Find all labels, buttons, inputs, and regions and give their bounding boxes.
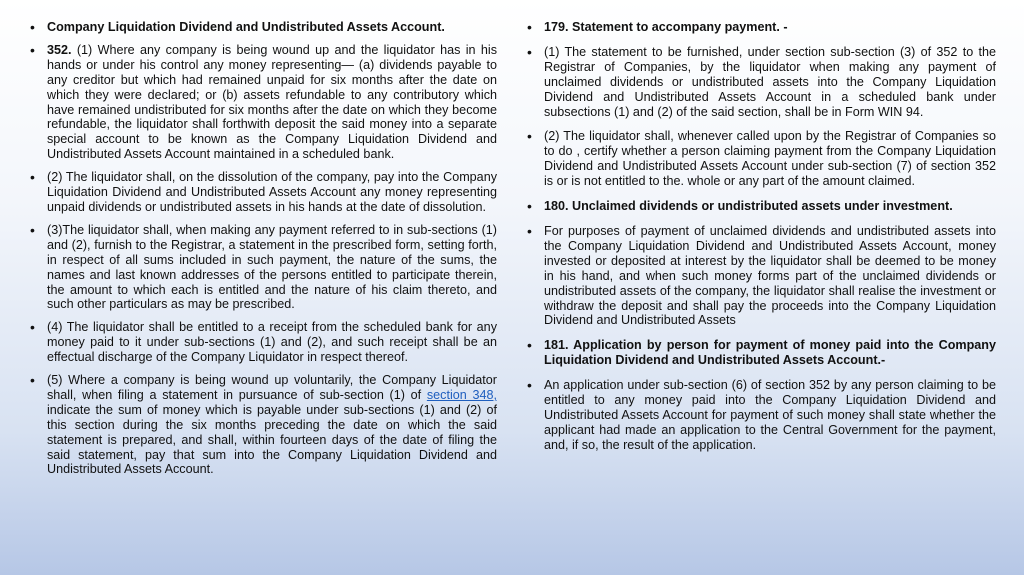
list-item	[527, 45, 996, 120]
left-bullet-list	[30, 20, 497, 477]
list-item	[30, 373, 497, 477]
list-item	[527, 224, 996, 328]
section-number: 352.	[47, 42, 72, 57]
paragraph-text: (2) The liquidator shall, on the dissolution of the company, pay into the Company Liquidation Dividend and Undistributed Assets Account any money representing unpaid dividends or undistributed assets in his hands at the date of dissolution.	[47, 170, 497, 214]
list-item	[30, 43, 497, 162]
list-item	[527, 378, 996, 453]
list-item	[527, 129, 996, 189]
paragraph-text: (5) Where a company is being wound up voluntarily, the Company Liquidator shall, when filing a statement in pursuance of sub-section (1) of	[47, 373, 497, 402]
section-348-link[interactable]: section 348,	[426, 387, 497, 402]
section-heading: 179. Statement to accompany payment. -	[544, 20, 788, 34]
right-column	[527, 20, 996, 463]
paragraph-text: (4) The liquidator shall be entitled to a receipt from the scheduled bank for any money paid to it under sub-sections (1) and (2), and such receipt shall be an effectual discharge of the Company Liquidator in respect thereof.	[47, 320, 497, 365]
paragraph-text: An application under sub-section (6) of section 352 by any person claiming to be entitled to any money paid into the Company Liquidation Dividend and Undistributed Assets Account for payment of such money shall state whether the applicant had made an application to the Central Government for the payment, and, if so, the result of the application.	[544, 378, 996, 452]
list-item	[30, 20, 497, 35]
paragraph-text: indicate the sum of money which is payable under sub-sections (1) and (2) of this section during the six months preceding the date on which the said statement is prepared, and shall, within fourteen days of the date of filing the said statement, pay that sum into the Company Liquidation Dividend and Undistributed Assets Account.	[47, 402, 497, 477]
paragraph-text: (3)The liquidator shall, when making any payment referred to in sub-sections (1) and (2), furnish to the Registrar, a statement in the prescribed form, setting forth, in respect of all sums included in such payment, the nature of the sums, the names and last known addresses of the persons entitled to participate therein, the amount to which each is entitled and the nature of his claim thereto, and such other particulars as may be prescribed.	[47, 222, 497, 312]
paragraph-text: (2) The liquidator shall, whenever called upon by the Registrar of Companies so to do , certify whether a person claiming payment from the Company Liquidation Dividend and Undistributed Assets Account under sub-section (7) of section 352 is or is not entitled to the. whole or any part of the amount claimed.	[544, 129, 996, 189]
section-heading: Company Liquidation Dividend and Undistributed Assets Account.	[47, 20, 445, 34]
list-item	[527, 338, 996, 368]
right-bullet-list	[527, 20, 996, 453]
list-item	[30, 320, 497, 365]
list-item	[527, 20, 996, 35]
paragraph-text: For purposes of payment of unclaimed dividends and undistributed assets into the Company Liquidation Dividend and Undistributed Assets Account, money invested or deposited at interest by the liquidator shall be deemed to be money in his hand, and when such money forms part of the unclaimed dividends or undistributed assets of the company, the liquidator shall realise the investment or withdraw the deposit and shall pay the proceeds into the Company Liquidation Dividend and Undistributed Assets	[544, 223, 996, 328]
paragraph-text: (1) Where any company is being wound up and the liquidator has in his hands or under his control any money representing— (a) dividends payable to any creditor but which had remained unpaid for six months after the date on which they were declared; or (b) assets refundable to any contributory which have remained undistributed for six months after the date on which they become refundable, the liquidator shall forthwith deposit the said money into a separate special account to be known as the Company Liquidation Dividend and Undistributed Assets Account maintained in a scheduled bank.	[47, 42, 497, 162]
list-item	[30, 223, 497, 312]
list-item	[527, 199, 996, 214]
list-item	[30, 170, 497, 215]
paragraph-text: (1) The statement to be furnished, under section sub-section (3) of 352 to the Registrar of Companies, by the liquidator when making any payment of unclaimed dividends or undistributed assets into the Company Liquidation Dividend and Undistributed Assets Account in a scheduled bank under subsections (1) and (2) of the said section, shall be in Form WIN 94.	[544, 44, 996, 119]
left-column	[30, 20, 497, 485]
section-heading: 181. Application by person for payment of money paid into the Company Liquidation Dividend and Undistributed Assets Account.-	[544, 338, 996, 368]
section-heading: 180. Unclaimed dividends or undistributed assets under investment.	[544, 199, 953, 214]
